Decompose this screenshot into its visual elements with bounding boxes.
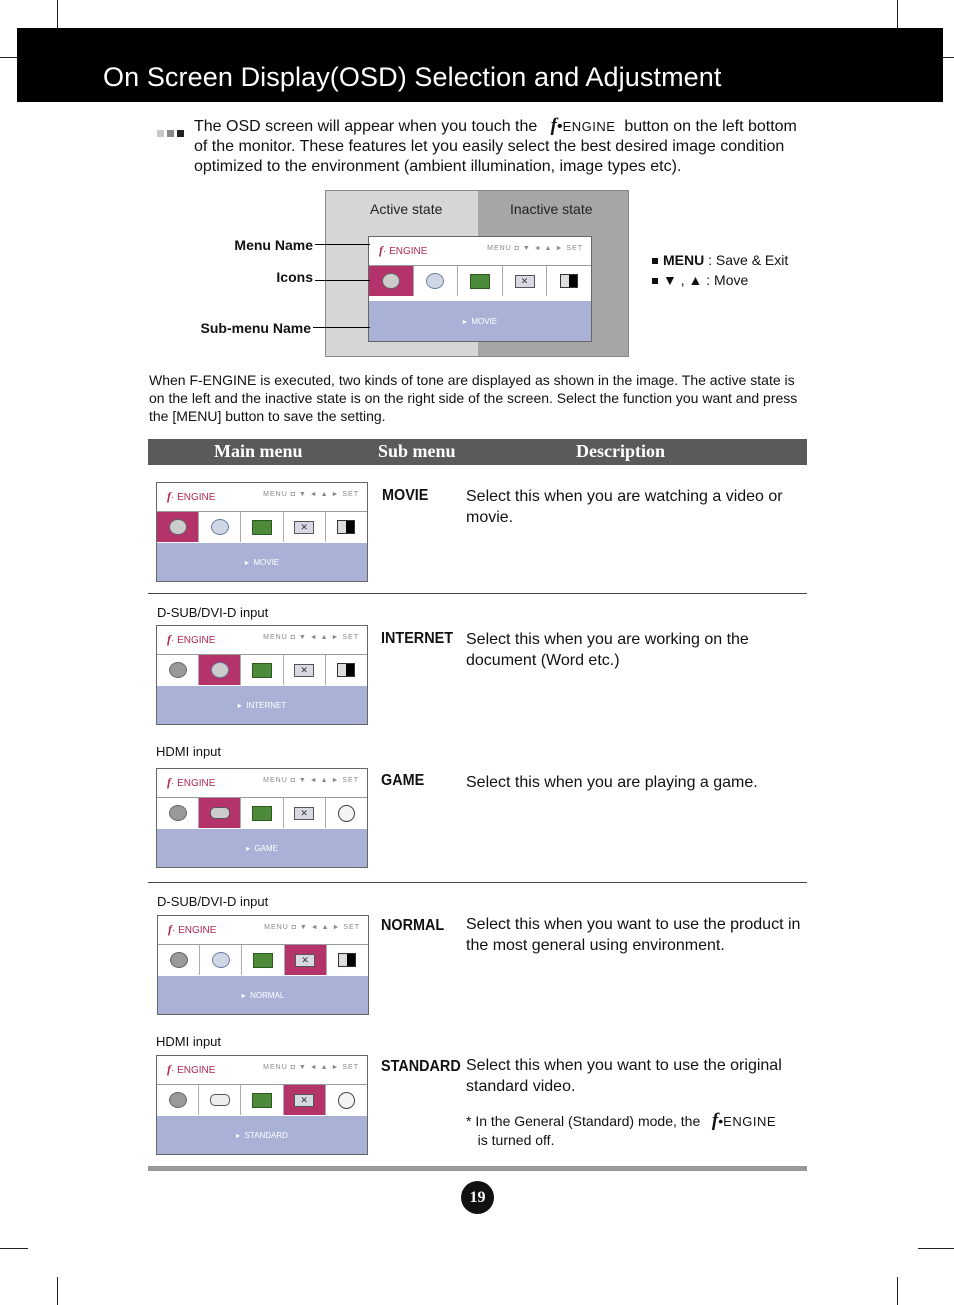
normal-icon: ✕ (285, 945, 327, 975)
callout-line (315, 244, 370, 245)
globe-icon (199, 512, 241, 542)
movie-icon (157, 798, 199, 828)
input-label: D-SUB/DVI-D input (157, 605, 269, 620)
standard-footnote: * In the General (Standard) mode, the f•ENGINE is turned off. (466, 1110, 776, 1148)
row-divider (148, 593, 807, 594)
sports-icon (326, 1085, 367, 1115)
movie-icon (157, 512, 199, 542)
globe-icon (200, 945, 242, 975)
footer-bar (148, 1166, 807, 1171)
crop-mark (897, 0, 898, 28)
submenu-game: GAME (381, 772, 425, 789)
callout-icons: Icons (276, 269, 313, 285)
title-bar (17, 28, 943, 102)
movie-icon (158, 945, 200, 975)
osd-game: f· ENGINE MENU ◘ ▼ ◄ ▲ ► SET ✕ ▸ GAME (156, 768, 368, 868)
key-legend: MENU : Save & Exit ▼ , ▲ : Move (652, 250, 788, 290)
osd-internet: f· ENGINE MENU ◘ ▼ ◄ ▲ ► SET ✕ ▸ INTERNET (156, 625, 368, 725)
submenu-movie: MOVIE (382, 487, 429, 504)
osd-diagram: f· ENGINE MENU ◘ ▼ ◄ ▲ ► SET ✕ ▸ MOVIE (368, 236, 592, 342)
picture-icon (241, 1085, 283, 1115)
f-engine-note: When F-ENGINE is executed, two kinds of tone are displayed as shown in the image. The active state is on the left and the inactive state is on the right side of the screen. Select the function you want and press the [MENU] button to save the setting. (149, 372, 798, 424)
header-sub-menu: Sub menu (378, 441, 456, 461)
f-engine-logo: f•ENGINE (711, 1110, 776, 1131)
submenu-normal: NORMAL (381, 917, 445, 934)
gamepad-icon (199, 798, 241, 828)
input-label: D-SUB/DVI-D input (157, 894, 269, 909)
contrast-icon (326, 655, 367, 685)
callout-submenu-name: Sub-menu Name (200, 320, 311, 336)
submenu-internet: INTERNET (381, 630, 453, 647)
intro-paragraph: The OSD screen will appear when you touch the f•ENGINE button on the left bottom of the monitor. These features let you easily select the best desired image condition optimized to the environment (ambient illumination, image types etc). (194, 115, 797, 175)
crop-mark (897, 1277, 898, 1305)
crop-mark (0, 57, 17, 58)
osd-standard: f· ENGINE MENU ◘ ▼ ◄ ▲ ► SET ✕ ▸ STANDARD (156, 1055, 368, 1155)
callout-line (315, 280, 370, 281)
movie-icon (369, 266, 414, 296)
header-main-menu: Main menu (214, 441, 303, 461)
osd-movie: f· ENGINE MENU ◘ ▼ ◄ ▲ ► SET ✕ ▸ MOVIE (156, 482, 368, 582)
row-divider (148, 882, 807, 883)
crop-mark (943, 57, 954, 58)
picture-icon (458, 266, 503, 296)
normal-icon: ✕ (284, 655, 326, 685)
callout-line (313, 327, 370, 328)
input-label: HDMI input (156, 744, 222, 759)
header-description: Description (576, 441, 665, 461)
crop-mark (57, 1277, 58, 1305)
f-engine-logo: f•ENGINE (550, 115, 616, 136)
desc-internet: Select this when you are working on the document (Word etc.) (466, 631, 749, 669)
picture-icon (242, 945, 284, 975)
normal-icon: ✕ (503, 266, 548, 296)
globe-icon (414, 266, 459, 296)
contrast-icon (547, 266, 591, 296)
normal-icon: ✕ (284, 798, 326, 828)
submenu-standard: STANDARD (381, 1058, 461, 1075)
desc-movie: Select this when you are watching a video or movie. (466, 488, 783, 526)
normal-icon: ✕ (284, 512, 326, 542)
desc-standard: Select this when you want to use the original standard video. (466, 1057, 782, 1095)
picture-icon (241, 798, 283, 828)
inactive-state-label: Inactive state (510, 201, 593, 217)
contrast-icon (326, 512, 367, 542)
sports-icon (326, 798, 367, 828)
crop-mark (0, 1248, 28, 1249)
callout-menu-name: Menu Name (234, 237, 313, 253)
picture-icon (241, 655, 283, 685)
normal-icon: ✕ (284, 1085, 326, 1115)
crop-mark (57, 0, 58, 28)
gamepad-icon (199, 1085, 241, 1115)
picture-icon (241, 512, 283, 542)
input-label: HDMI input (156, 1034, 222, 1049)
osd-normal: f· ENGINE MENU ◘ ▼ ◄ ▲ ► SET ✕ ▸ NORMAL (157, 915, 369, 1015)
movie-icon (157, 655, 199, 685)
table-header (148, 439, 807, 465)
page-title: On Screen Display(OSD) Selection and Adjustment (103, 62, 722, 92)
section-bullets (157, 124, 187, 142)
desc-normal: Select this when you want to use the product in the most general using environment. (466, 916, 801, 954)
movie-icon (157, 1085, 199, 1115)
contrast-icon (327, 945, 368, 975)
desc-game: Select this when you are playing a game. (466, 774, 758, 791)
crop-mark (918, 1248, 954, 1249)
active-state-label: Active state (370, 201, 443, 217)
page-number: 19 (461, 1181, 494, 1214)
globe-icon (199, 655, 241, 685)
